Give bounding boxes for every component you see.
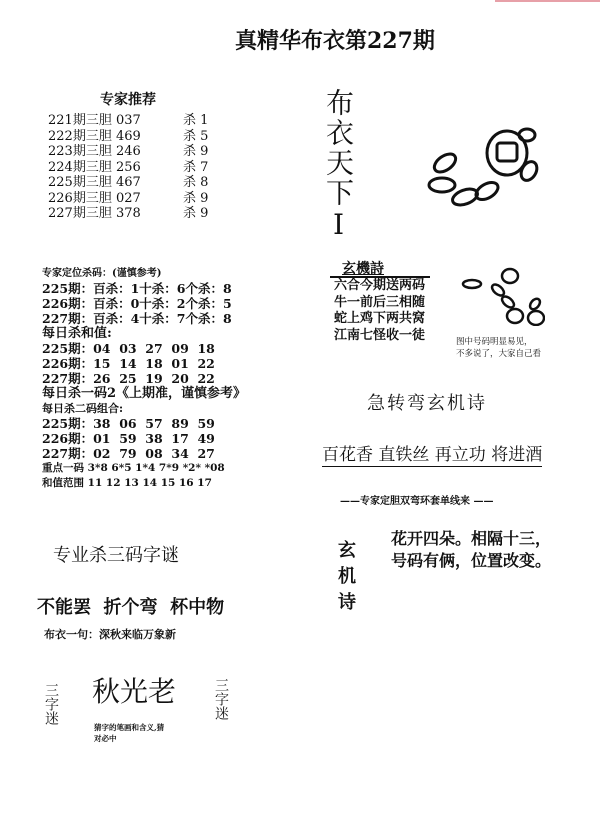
buyi-vertical-title: 布衣天下I <box>322 88 355 243</box>
stats-block <box>42 266 246 491</box>
riddle-poem-verse <box>391 528 551 572</box>
hint-line: 猜字的笔画和含义,猜 <box>94 723 165 732</box>
expert-recommend-heading: 专家推荐 <box>100 92 156 108</box>
row-text: 224期三胆 256 <box>48 159 141 175</box>
row-text: 223期三胆 246 <box>48 144 141 159</box>
row-kill: 杀 8 <box>183 175 209 190</box>
xuanji-lines <box>334 278 425 344</box>
stats-line: 每日杀一码2《上期准，谨慎参考》 <box>42 386 247 401</box>
row-kill: 杀 5 <box>183 128 209 144</box>
row-kill: 杀 7 <box>183 159 209 175</box>
row-kill: 杀 1 <box>183 113 209 128</box>
chain-links-illustration <box>415 115 550 210</box>
stats-line: 226期：15 14 18 01 22 <box>42 356 215 371</box>
list-item <box>48 206 208 222</box>
row-text: 222期三胆 469 <box>48 128 141 144</box>
riddle-big-word: 秋光老 <box>92 675 177 708</box>
stats-line: 每日杀二码组合: <box>42 402 124 415</box>
stats-line: 每日杀和值: <box>42 326 112 341</box>
page-title: 真精华布衣第227期 <box>235 28 435 54</box>
stats-line: 227期：26 25 19 20 22 <box>42 371 215 386</box>
riddle-hint <box>94 722 164 744</box>
stats-line: 225期：百杀：1十杀：6个杀：8 <box>42 281 232 296</box>
riddle-poem-side-label: 玄机诗 <box>335 540 356 618</box>
row-text: 221期三胆 037 <box>48 113 141 128</box>
list-item <box>48 129 208 145</box>
stats-line: 227期：02 79 08 34 27 <box>42 446 215 461</box>
row-kill: 杀 9 <box>183 144 209 159</box>
three-code-riddles: 不能罢 折个弯 杯中物 <box>37 597 225 618</box>
top-edge-line <box>495 0 600 2</box>
stats-line: 225期：38 06 57 89 59 <box>42 416 215 431</box>
row-kill: 杀 9 <box>183 206 209 221</box>
verse-line: 号码有俩，位置改变。 <box>391 551 552 570</box>
list-item <box>48 144 208 160</box>
small-chain-illustration <box>460 266 545 326</box>
list-item <box>48 175 208 191</box>
stats-line: 227期：百杀：4十杀：7个杀：8 <box>42 311 232 326</box>
stats-line: 重点一码 3*8 6*5 1*4 7*9 *2* *08 <box>42 462 225 474</box>
three-code-heading: 专业杀三码字谜 <box>53 545 179 566</box>
row-text: 226期三胆 027 <box>48 190 141 206</box>
stats-line: 226期：百杀：0十杀：2个杀：5 <box>42 296 232 311</box>
poem-line: 江南七怪收一徒 <box>334 327 426 343</box>
chain-caption <box>456 336 541 360</box>
stats-line: 专家定位杀码：(谨慎参考) <box>42 268 162 279</box>
stats-line: 226期：01 59 38 17 49 <box>42 431 215 446</box>
stats-line: 225期：04 03 27 09 18 <box>42 341 215 356</box>
row-text: 225期三胆 467 <box>48 175 141 190</box>
caption-line: 图中号码明显易见， <box>456 337 533 347</box>
riddle-poem-line: 百花香 直铁丝 再立功 将进酒 <box>322 440 542 467</box>
caption-line: 不多说了，大家自己看 <box>456 349 542 359</box>
riddle-poem-heading: 急转弯玄机诗 <box>367 393 487 414</box>
list-item <box>48 113 208 129</box>
row-kill: 杀 9 <box>183 190 209 206</box>
verse-line: 花开四朵。相隔十三， <box>391 529 552 548</box>
expert-recommend-list <box>48 113 208 222</box>
xuanji-heading: 玄機詩 <box>342 261 384 277</box>
poem-line: 牛一前后三相随 <box>334 294 426 310</box>
stats-line: 和值范围 11 12 13 14 15 16 17 <box>42 477 212 489</box>
label-left: 三字迷 <box>43 683 59 725</box>
buyi-line: 布衣一句：深秋来临万象新 <box>44 628 176 641</box>
poem-line: 六合今期送两码 <box>334 278 426 293</box>
poem-line: 蛇上鸡下两共窝 <box>334 311 426 326</box>
row-text: 227期三胆 378 <box>48 206 141 221</box>
list-item <box>48 191 208 207</box>
expert-banner: ——专家定胆双弯环套单线来 —— <box>340 496 494 507</box>
list-item <box>48 160 208 176</box>
hint-line: 对必中 <box>94 734 117 743</box>
label-right: 三字迷 <box>213 678 229 720</box>
